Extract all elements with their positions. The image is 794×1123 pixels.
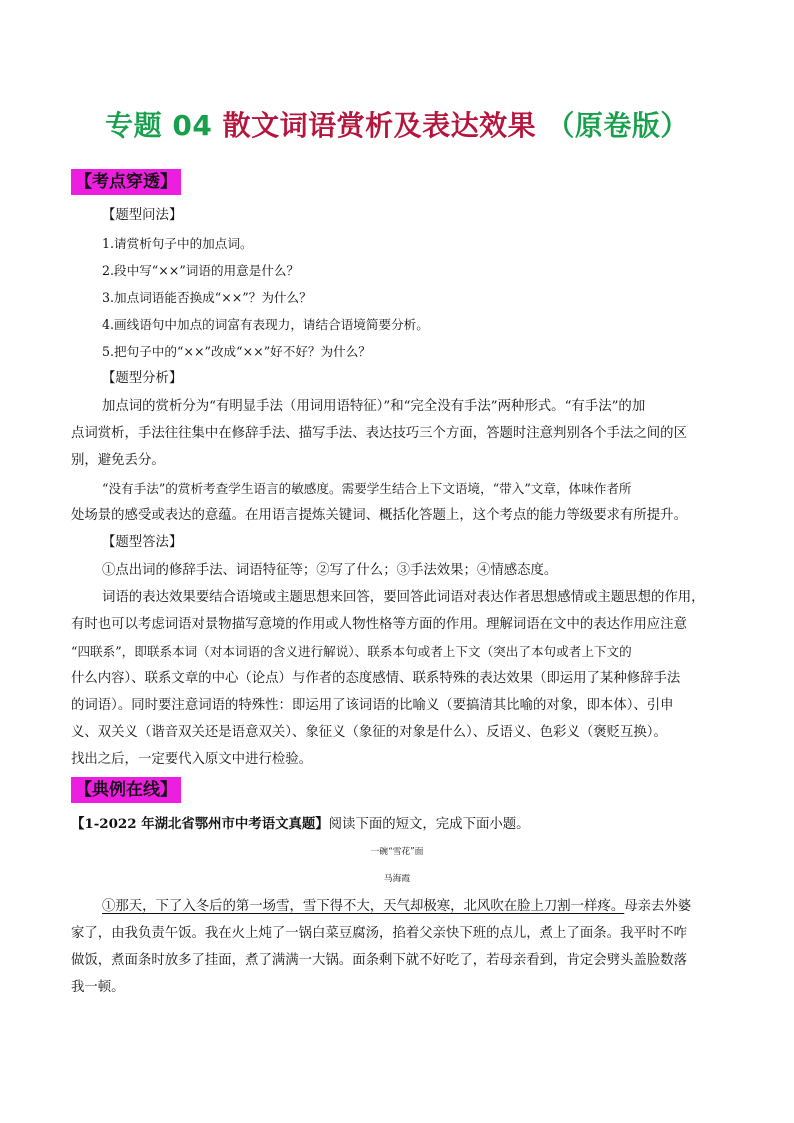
subheading-answer-method: 【题型答法】 (102, 535, 183, 550)
title-prefix: 专题 04 (105, 109, 213, 142)
paragraph-text: 母亲去外婆 (624, 899, 692, 914)
exam-source: 【1-2022 年湖北省鄂州市中考语文真题】 (71, 816, 329, 832)
question-item: 3.加点词语能否换成“××”？为什么？ (102, 290, 312, 305)
essay-paragraph-line: 我一顿。 (71, 980, 125, 995)
document-title (0, 104, 794, 144)
method-line: 找出之后，一定要代入原文中进行检验。 (71, 752, 313, 767)
method-line: 词语的表达效果要结合语境或主题思想来回答，要回答此词语对表达作者思想感情或主题思想的作用， (102, 590, 705, 605)
method-line: 义、双关义（谐音双关还是语意双关）、象征义（象征的对象是什么）、反语义、色彩义（褒贬互换）。 (71, 725, 667, 740)
analysis-line: “没有手法”的赏析考查学生语言的敏感度。需要学生结合上下文语境，“带入”文章，体味作者所 (102, 481, 632, 496)
method-line: 有时也可以考虑词语对景物描写意境的作用或人物性格等方面的作用。理解词语在文中的表达作用应注意 (71, 617, 687, 632)
exam-instruction: 阅读下面的短文，完成下面小题。 (328, 817, 530, 832)
analysis-line: 别，避免丢分。 (71, 453, 165, 468)
method-line: 什么内容）、联系文章的中心（论点）与作者的态度感情、联系特殊的表达效果（即运用了某种修辞手法 (71, 671, 681, 686)
question-item: 5.把句子中的“××”改成“××”好不好？为什么？ (102, 344, 371, 359)
essay-title: 一碗“雪花”面 (370, 847, 424, 857)
subheading-analysis: 【题型分析】 (102, 371, 183, 386)
title-suffix: （原卷版） (546, 109, 689, 142)
method-line: ①点出词的修辞手法、词语特征等；②写了什么；③手法效果；④情感态度。 (102, 563, 558, 578)
section-heading-kaodian: 【考点穿透】 (71, 169, 181, 195)
essay-paragraph-line: 家了，由我负责午饭。我在火上炖了一锅白菜豆腐汤，掐着父亲快下班的点儿，煮上了面条。我平时不咋 (71, 926, 687, 941)
title-main: 散文词语赏析及表达效果 (222, 109, 537, 142)
essay-paragraph-line: 做饭，煮面条时放多了挂面，煮了满满一大锅。面条剩下就不好吃了，若母亲看到，肯定会劈头盖脸数落 (71, 953, 687, 968)
method-line: 的词语）。同时要注意词语的特殊性：即运用了该词语的比喻义（要搞清其比喻的对象，即本体）、引申 (71, 698, 674, 713)
subheading-question-types: 【题型问法】 (102, 208, 183, 223)
question-item: 1.请赏析句子中的加点词。 (102, 236, 253, 251)
underlined-sentence: ①那天，下了入冬后的第一场雪，雪下得不大，天气却极寒，北风吹在脸上刀割一样疼。 (102, 899, 625, 914)
analysis-line: 加点词的赏析分为“有明显手法（用词用语特征）”和“完全没有手法”两种形式。“有手法”的加 (102, 399, 646, 414)
question-item: 2.段中写“××”词语的用意是什么？ (102, 263, 300, 278)
question-item: 4.画线语句中加点的词富有表现力，请结合语境简要分析。 (102, 317, 429, 332)
analysis-line: 点词赏析，手法往往集中在修辞手法、描写手法、表达技巧三个方面，答题时注意判别各个手法之间的区 (71, 426, 687, 441)
example-source-line (71, 815, 530, 834)
essay-author: 马海霞 (383, 874, 411, 884)
section-heading-dianli: 【典例在线】 (71, 777, 181, 803)
method-line: “四联系”，即联系本词（对本词语的含义进行解说）、联系本句或者上下文（突出了本句或者上下文的 (71, 644, 632, 659)
essay-paragraph-first-line (102, 898, 691, 916)
analysis-line: 处场景的感受或表达的意蕴。在用语言提炼关键词、概括化答题上，这个考点的能力等级要求有所提升。 (71, 508, 687, 523)
